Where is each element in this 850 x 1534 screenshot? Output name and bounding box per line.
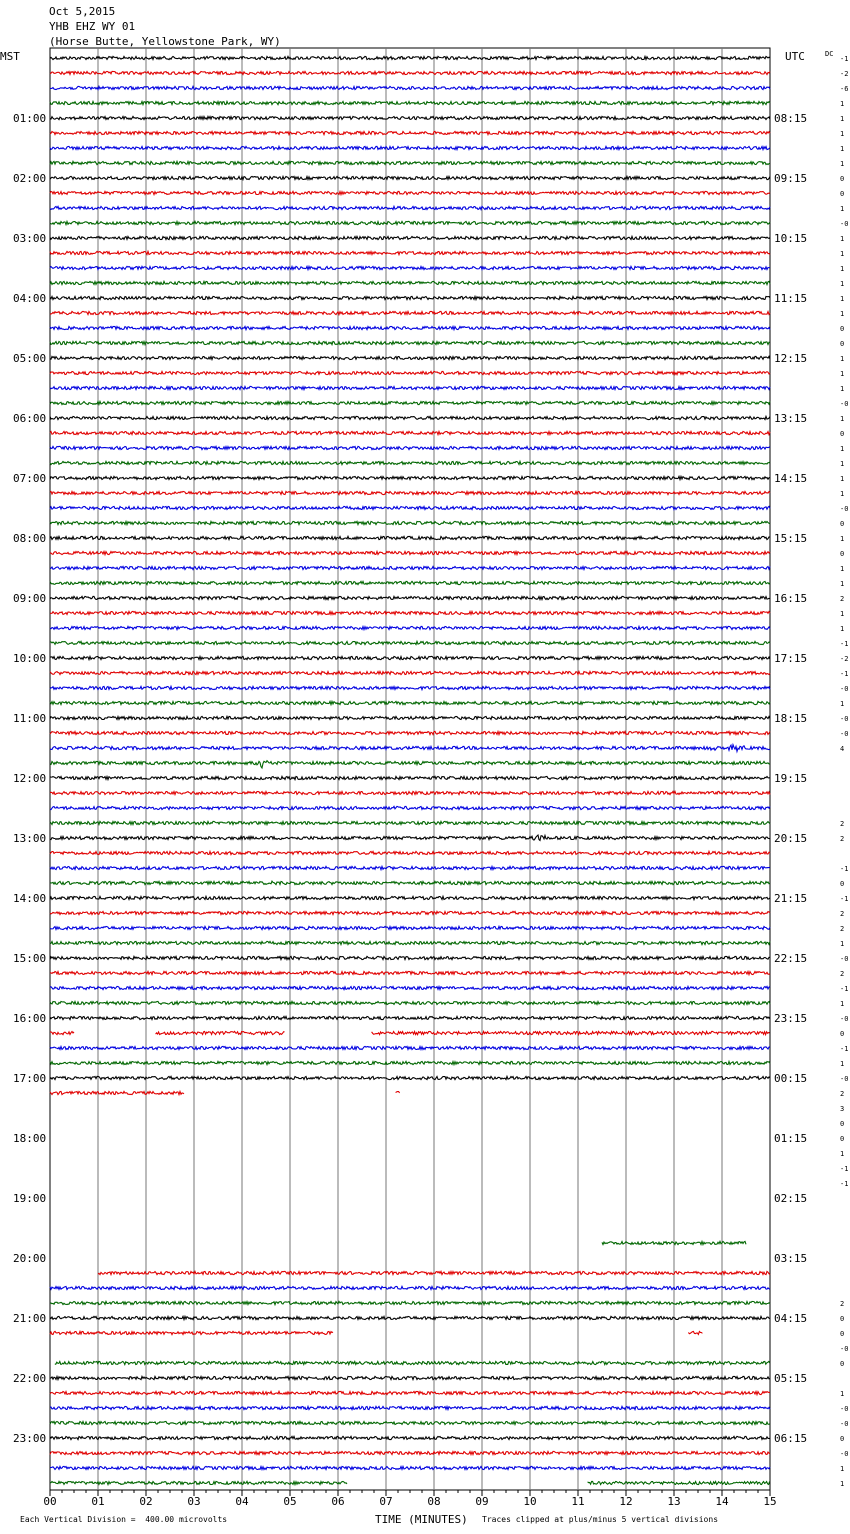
dc-offset-label: 0 bbox=[840, 1120, 845, 1128]
trace-line bbox=[50, 1091, 184, 1094]
trace-line bbox=[50, 671, 770, 674]
right-hour-label: 06:15 bbox=[774, 1432, 808, 1445]
right-hour-label: 17:15 bbox=[774, 652, 808, 665]
right-timezone-label: UTC bbox=[785, 50, 805, 63]
clip-note: Traces clipped at plus/minus 5 vertical divisions bbox=[482, 1515, 719, 1524]
dc-offset-label: 1 bbox=[840, 115, 845, 123]
dc-offset-label: -0 bbox=[840, 1420, 849, 1428]
dc-offset-label: 0 bbox=[840, 430, 845, 438]
left-hour-label: 18:00 bbox=[13, 1132, 47, 1145]
trace-line bbox=[50, 1451, 770, 1454]
dc-offset-label: -2 bbox=[840, 70, 849, 78]
trace-line bbox=[50, 1421, 770, 1424]
dc-offset-label: -1 bbox=[840, 1045, 849, 1053]
plot-date: Oct 5,2015 bbox=[49, 5, 116, 18]
trace-line bbox=[50, 551, 770, 554]
dc-offset-label: 1 bbox=[840, 625, 845, 633]
trace-line bbox=[50, 761, 770, 768]
trace-line bbox=[50, 1406, 770, 1409]
dc-offset-label: -0 bbox=[840, 730, 849, 738]
right-hour-label: 19:15 bbox=[774, 772, 808, 785]
dc-offset-label: 1 bbox=[840, 130, 845, 138]
dc-offset-label: 1 bbox=[840, 1150, 845, 1158]
x-tick-label: 02 bbox=[139, 1495, 153, 1508]
dc-offset-label: 1 bbox=[840, 280, 845, 288]
dc-offset-label: -0 bbox=[840, 220, 849, 228]
dc-offset-label: -1 bbox=[840, 640, 849, 648]
trace-line bbox=[396, 1092, 400, 1093]
trace-line bbox=[50, 446, 770, 449]
trace-line bbox=[688, 1331, 702, 1334]
x-tick-label: 10 bbox=[523, 1495, 537, 1508]
dc-offset-label: 1 bbox=[840, 475, 845, 483]
dc-offset-label: 1 bbox=[840, 100, 845, 108]
left-timezone-label: MST bbox=[0, 50, 20, 63]
dc-offset-label: -1 bbox=[840, 55, 849, 63]
trace-line bbox=[55, 1361, 770, 1364]
dc-offset-label: -0 bbox=[840, 1345, 849, 1353]
trace-line bbox=[50, 386, 770, 389]
trace-line bbox=[50, 326, 770, 329]
trace-line bbox=[50, 1376, 770, 1379]
left-hour-label: 01:00 bbox=[13, 112, 47, 125]
left-hour-label: 03:00 bbox=[13, 232, 47, 245]
right-hour-label: 00:15 bbox=[774, 1072, 808, 1085]
x-tick-label: 13 bbox=[667, 1495, 681, 1508]
trace-line bbox=[50, 236, 770, 239]
trace-line bbox=[50, 1076, 770, 1079]
trace-line bbox=[50, 566, 770, 569]
left-hour-label: 17:00 bbox=[13, 1072, 47, 1085]
trace-line bbox=[50, 1301, 770, 1304]
dc-offset-label: 2 bbox=[840, 910, 845, 918]
trace-line bbox=[50, 356, 770, 359]
x-tick-label: 09 bbox=[475, 1495, 489, 1508]
right-hour-label: 03:15 bbox=[774, 1252, 808, 1265]
x-axis-title: TIME (MINUTES) bbox=[375, 1513, 468, 1526]
dc-offset-label: 2 bbox=[840, 925, 845, 933]
dc-offset-label: 4 bbox=[840, 745, 845, 753]
dc-offset-label: 0 bbox=[840, 1135, 845, 1143]
right-hour-label: 04:15 bbox=[774, 1312, 808, 1325]
trace-line bbox=[50, 131, 770, 134]
trace-line bbox=[50, 521, 770, 524]
x-axis bbox=[43, 1490, 776, 1508]
dc-offset-label: 1 bbox=[840, 160, 845, 168]
trace-line bbox=[50, 431, 770, 434]
dc-offset-label: 2 bbox=[840, 1090, 845, 1098]
right-hour-label: 01:15 bbox=[774, 1132, 808, 1145]
x-tick-label: 05 bbox=[283, 1495, 297, 1508]
trace-line bbox=[50, 731, 770, 734]
trace-line bbox=[50, 1391, 770, 1394]
dc-offset-label: 0 bbox=[840, 1360, 845, 1368]
left-hour-label: 09:00 bbox=[13, 592, 47, 605]
trace-line bbox=[50, 596, 770, 599]
right-hour-label: 16:15 bbox=[774, 592, 808, 605]
dc-offset-label: 0 bbox=[840, 325, 845, 333]
trace-line bbox=[50, 1466, 770, 1469]
left-hour-label: 04:00 bbox=[13, 292, 47, 305]
trace-line bbox=[50, 176, 770, 179]
dc-offset-label: -0 bbox=[840, 955, 849, 963]
dc-offset-label: 1 bbox=[840, 355, 845, 363]
dc-offset-label: -0 bbox=[840, 1075, 849, 1083]
dc-offset-label: 0 bbox=[840, 190, 845, 198]
right-hour-label: 20:15 bbox=[774, 832, 808, 845]
x-tick-label: 06 bbox=[331, 1495, 345, 1508]
trace-line bbox=[50, 791, 770, 794]
dc-offset-label: -6 bbox=[840, 85, 849, 93]
right-hour-label: 18:15 bbox=[774, 712, 808, 725]
left-hour-label: 02:00 bbox=[13, 172, 47, 185]
trace-line bbox=[50, 311, 770, 314]
x-tick-label: 08 bbox=[427, 1495, 441, 1508]
trace-group bbox=[50, 56, 770, 1484]
dc-offset-label: 1 bbox=[840, 250, 845, 258]
dc-offset-label: 0 bbox=[840, 1435, 845, 1443]
dc-offset-label: 0 bbox=[840, 175, 845, 183]
dc-offset-label: -0 bbox=[840, 715, 849, 723]
left-hour-label: 08:00 bbox=[13, 532, 47, 545]
dc-offset-label: 1 bbox=[840, 580, 845, 588]
dc-offset-label: 1 bbox=[840, 565, 845, 573]
dc-offset-label: 2 bbox=[840, 1300, 845, 1308]
x-tick-label: 15 bbox=[763, 1495, 777, 1508]
x-tick-label: 03 bbox=[187, 1495, 201, 1508]
trace-line bbox=[50, 1001, 770, 1004]
dc-offset-label: -0 bbox=[840, 1015, 849, 1023]
trace-line bbox=[50, 851, 770, 854]
dc-offset-label: -0 bbox=[840, 1450, 849, 1458]
left-hour-label: 10:00 bbox=[13, 652, 47, 665]
dc-offset-label: -1 bbox=[840, 985, 849, 993]
trace-line bbox=[50, 191, 770, 194]
dc-offset-label: -1 bbox=[840, 1165, 849, 1173]
trace-line bbox=[50, 1316, 770, 1319]
left-hour-label: 14:00 bbox=[13, 892, 47, 905]
dc-offset-label: -1 bbox=[840, 670, 849, 678]
dc-offset-label: -0 bbox=[840, 400, 849, 408]
right-hour-label: 23:15 bbox=[774, 1012, 808, 1025]
dc-offset-label: -0 bbox=[840, 505, 849, 513]
trace-line bbox=[50, 745, 770, 752]
right-hour-label: 11:15 bbox=[774, 292, 808, 305]
trace-line bbox=[50, 221, 770, 224]
x-tick-label: 01 bbox=[91, 1495, 105, 1508]
right-hour-label: 22:15 bbox=[774, 952, 808, 965]
right-hour-label: 08:15 bbox=[774, 112, 808, 125]
trace-line bbox=[50, 1331, 333, 1334]
trace-line bbox=[50, 1016, 770, 1019]
trace-line bbox=[50, 86, 770, 89]
left-hour-label: 21:00 bbox=[13, 1312, 47, 1325]
station-id: YHB EHZ WY 01 bbox=[49, 20, 136, 33]
trace-line bbox=[50, 821, 770, 824]
left-hour-label: 11:00 bbox=[13, 712, 47, 725]
dc-offset-label: 1 bbox=[840, 370, 845, 378]
trace-line bbox=[50, 206, 770, 209]
scale-note: Each Vertical Division = 400.00 microvolts bbox=[20, 1515, 228, 1524]
trace-line bbox=[50, 611, 770, 614]
dc-offset-label: 2 bbox=[840, 595, 845, 603]
x-tick-label: 07 bbox=[379, 1495, 393, 1508]
trace-line bbox=[50, 461, 770, 464]
right-hour-label: 05:15 bbox=[774, 1372, 808, 1385]
trace-line bbox=[50, 416, 770, 419]
dc-offset-label: 1 bbox=[840, 535, 845, 543]
dc-offset-label: 1 bbox=[840, 235, 845, 243]
trace-line bbox=[50, 116, 770, 119]
left-hour-label: 05:00 bbox=[13, 352, 47, 365]
right-hour-label: 02:15 bbox=[774, 1192, 808, 1205]
right-hour-label: 09:15 bbox=[774, 172, 808, 185]
dc-offset-label: 1 bbox=[840, 490, 845, 498]
dc-offset-label: -0 bbox=[840, 1405, 849, 1413]
trace-line bbox=[50, 866, 770, 869]
dc-offset-label: 1 bbox=[840, 385, 845, 393]
trace-line bbox=[50, 896, 770, 899]
trace-line bbox=[50, 971, 770, 974]
dc-offset-label: 1 bbox=[840, 415, 845, 423]
trace-line bbox=[50, 656, 770, 659]
dc-offset-label: -0 bbox=[840, 685, 849, 693]
trace-line bbox=[50, 686, 770, 689]
trace-line bbox=[50, 71, 770, 74]
trace-line bbox=[50, 641, 770, 644]
trace-line bbox=[50, 1481, 347, 1484]
trace-line bbox=[50, 701, 770, 704]
dc-offset-label: 1 bbox=[840, 310, 845, 318]
trace-line bbox=[50, 835, 770, 840]
left-hour-label: 12:00 bbox=[13, 772, 47, 785]
trace-line bbox=[372, 1031, 770, 1034]
trace-line bbox=[50, 101, 770, 104]
trace-line bbox=[588, 1481, 770, 1484]
trace-line bbox=[50, 956, 770, 959]
trace-line bbox=[50, 161, 770, 164]
trace-line bbox=[50, 146, 770, 149]
trace-line bbox=[50, 341, 770, 344]
right-hour-label: 12:15 bbox=[774, 352, 808, 365]
dc-offset-label: 1 bbox=[840, 700, 845, 708]
left-hour-label: 13:00 bbox=[13, 832, 47, 845]
dc-offset-label: 0 bbox=[840, 520, 845, 528]
trace-line bbox=[50, 926, 770, 929]
dc-offset-label: 0 bbox=[840, 1315, 845, 1323]
trace-line bbox=[50, 776, 770, 779]
trace-line bbox=[50, 911, 770, 914]
trace-line bbox=[50, 536, 770, 539]
dc-label: DC bbox=[825, 50, 834, 58]
left-hour-label: 22:00 bbox=[13, 1372, 47, 1385]
x-tick-label: 14 bbox=[715, 1495, 729, 1508]
left-hour-label: 16:00 bbox=[13, 1012, 47, 1025]
trace-line bbox=[50, 491, 770, 494]
dc-offset-label: 1 bbox=[840, 1000, 845, 1008]
dc-offset-label: -1 bbox=[840, 865, 849, 873]
left-hour-label: 19:00 bbox=[13, 1192, 47, 1205]
left-hour-label: 15:00 bbox=[13, 952, 47, 965]
trace-line bbox=[50, 476, 770, 479]
dc-offset-label: 0 bbox=[840, 1030, 845, 1038]
dc-offset-label: 2 bbox=[840, 820, 845, 828]
right-hour-label: 13:15 bbox=[774, 412, 808, 425]
dc-offset-label: 1 bbox=[840, 1390, 845, 1398]
trace-line bbox=[50, 281, 770, 284]
dc-offset-label: 1 bbox=[840, 295, 845, 303]
trace-line bbox=[50, 941, 770, 944]
dc-offset-label: 0 bbox=[840, 550, 845, 558]
dc-offset-label: 1 bbox=[840, 205, 845, 213]
dc-offset-label: 1 bbox=[840, 610, 845, 618]
trace-line bbox=[50, 251, 770, 254]
trace-line bbox=[50, 1061, 770, 1064]
dc-offset-label: 0 bbox=[840, 1330, 845, 1338]
dc-offset-label: -1 bbox=[840, 1180, 849, 1188]
trace-line bbox=[50, 506, 770, 509]
x-tick-label: 04 bbox=[235, 1495, 249, 1508]
x-tick-label: 00 bbox=[43, 1495, 57, 1508]
dc-offset-label: 2 bbox=[840, 835, 845, 843]
trace-line bbox=[50, 986, 770, 989]
trace-line bbox=[50, 626, 770, 629]
dc-offset-label: 1 bbox=[840, 145, 845, 153]
dc-offset-label: 1 bbox=[840, 1060, 845, 1068]
dc-offset-label: 2 bbox=[840, 970, 845, 978]
x-tick-label: 12 bbox=[619, 1495, 633, 1508]
trace-line bbox=[50, 401, 770, 404]
left-hour-label: 23:00 bbox=[13, 1432, 47, 1445]
trace-line bbox=[50, 371, 770, 374]
dc-offset-label: 1 bbox=[840, 1465, 845, 1473]
right-hour-label: 21:15 bbox=[774, 892, 808, 905]
trace-line bbox=[50, 881, 770, 884]
trace-line bbox=[50, 716, 770, 719]
trace-line bbox=[156, 1031, 285, 1034]
trace-line bbox=[50, 1031, 74, 1034]
left-hour-label: 07:00 bbox=[13, 472, 47, 485]
left-hour-label: 20:00 bbox=[13, 1252, 47, 1265]
dc-offset-label: 1 bbox=[840, 445, 845, 453]
dc-offset-label: -2 bbox=[840, 655, 849, 663]
trace-line bbox=[50, 806, 770, 809]
dc-offset-label: 1 bbox=[840, 940, 845, 948]
left-hour-label: 06:00 bbox=[13, 412, 47, 425]
dc-offset-label: 1 bbox=[840, 460, 845, 468]
trace-line bbox=[50, 56, 770, 59]
dc-offset-label: 0 bbox=[840, 340, 845, 348]
trace-line bbox=[50, 266, 770, 269]
dc-offset-label: 1 bbox=[840, 265, 845, 273]
trace-line bbox=[50, 581, 770, 584]
trace-line bbox=[50, 1046, 770, 1049]
x-tick-label: 11 bbox=[571, 1495, 585, 1508]
dc-offset-label: 3 bbox=[840, 1105, 845, 1113]
trace-line bbox=[50, 1436, 770, 1439]
right-hour-label: 14:15 bbox=[774, 472, 808, 485]
right-hour-label: 10:15 bbox=[774, 232, 808, 245]
station-location: (Horse Butte, Yellowstone Park, WY) bbox=[49, 35, 281, 48]
trace-line bbox=[50, 1286, 770, 1289]
dc-offset-label: 0 bbox=[840, 880, 845, 888]
trace-line bbox=[50, 296, 770, 299]
dc-offset-label: -1 bbox=[840, 895, 849, 903]
dc-offset-label: 1 bbox=[840, 1480, 845, 1488]
right-hour-label: 15:15 bbox=[774, 532, 808, 545]
